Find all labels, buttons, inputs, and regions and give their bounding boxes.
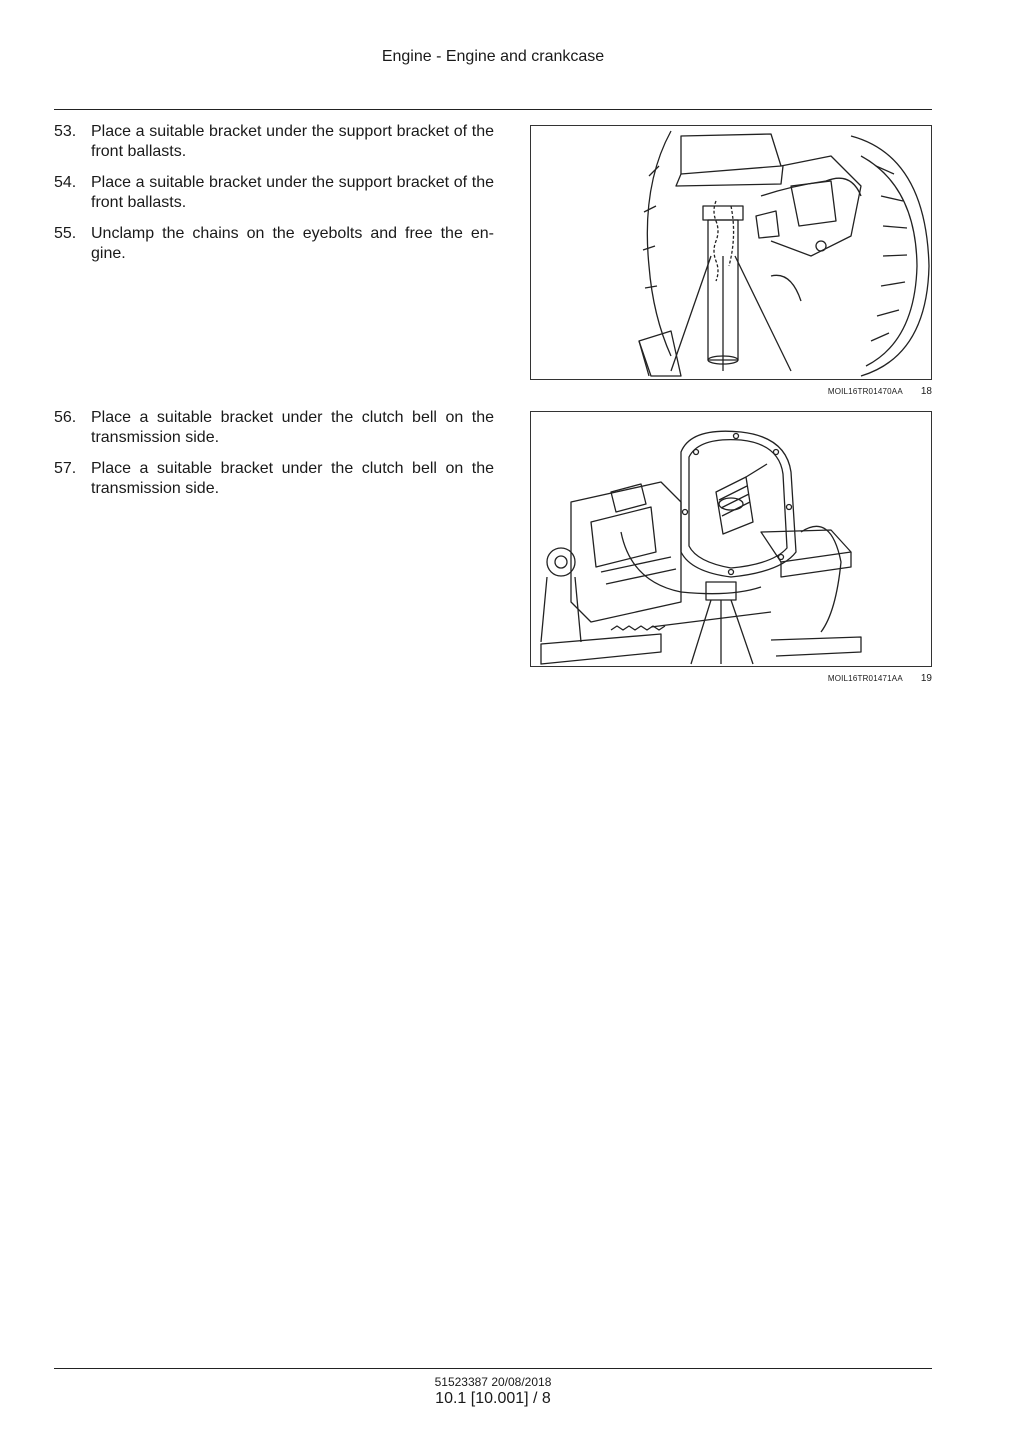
- page-header-title: Engine - Engine and crankcase: [381, 48, 605, 65]
- step-number: 56.: [54, 409, 77, 426]
- footer-rule: [54, 1368, 932, 1369]
- step-text: Place a suitable bracket under the clutch bell on the transmission side.: [91, 460, 494, 497]
- step-55: [54, 224, 494, 264]
- clutch-bell-drawing: [531, 412, 931, 666]
- figure-code: MOIL16TR01470AA: [827, 387, 903, 396]
- figure-19-caption: [700, 673, 932, 684]
- step-text: Place a suitable bracket under the clutch bell on the transmission side.: [91, 409, 494, 446]
- figure-18-caption: [700, 386, 932, 397]
- footer-document-reference: 51523387 20/08/2018: [434, 1375, 552, 1389]
- step-number: 53.: [54, 123, 77, 140]
- figure-19-illustration: [530, 411, 932, 667]
- figure-number: 18: [920, 386, 932, 397]
- step-number: 55.: [54, 225, 77, 242]
- step-text: Unclamp the chains on the eyebolts and free the en- gine.: [91, 225, 494, 262]
- figure-code: MOIL16TR01471AA: [827, 674, 903, 683]
- engine-stand-drawing: [531, 126, 931, 379]
- step-54: [54, 173, 494, 213]
- step-number: 57.: [54, 460, 77, 477]
- step-text: Place a suitable bracket under the support bracket of the front ballasts.: [91, 174, 494, 211]
- step-56: [54, 408, 494, 448]
- step-number: 54.: [54, 174, 77, 191]
- steps-group-1: [54, 122, 494, 275]
- step-57: [54, 459, 494, 499]
- step-text: Place a suitable bracket under the support bracket of the front ballasts.: [91, 123, 494, 160]
- step-53: [54, 122, 494, 162]
- figure-number: 19: [920, 673, 932, 684]
- header-rule: [54, 109, 932, 110]
- steps-group-2: [54, 408, 494, 510]
- figure-18-illustration: [530, 125, 932, 380]
- footer-page-reference: 10.1 [10.001] / 8: [435, 1390, 551, 1407]
